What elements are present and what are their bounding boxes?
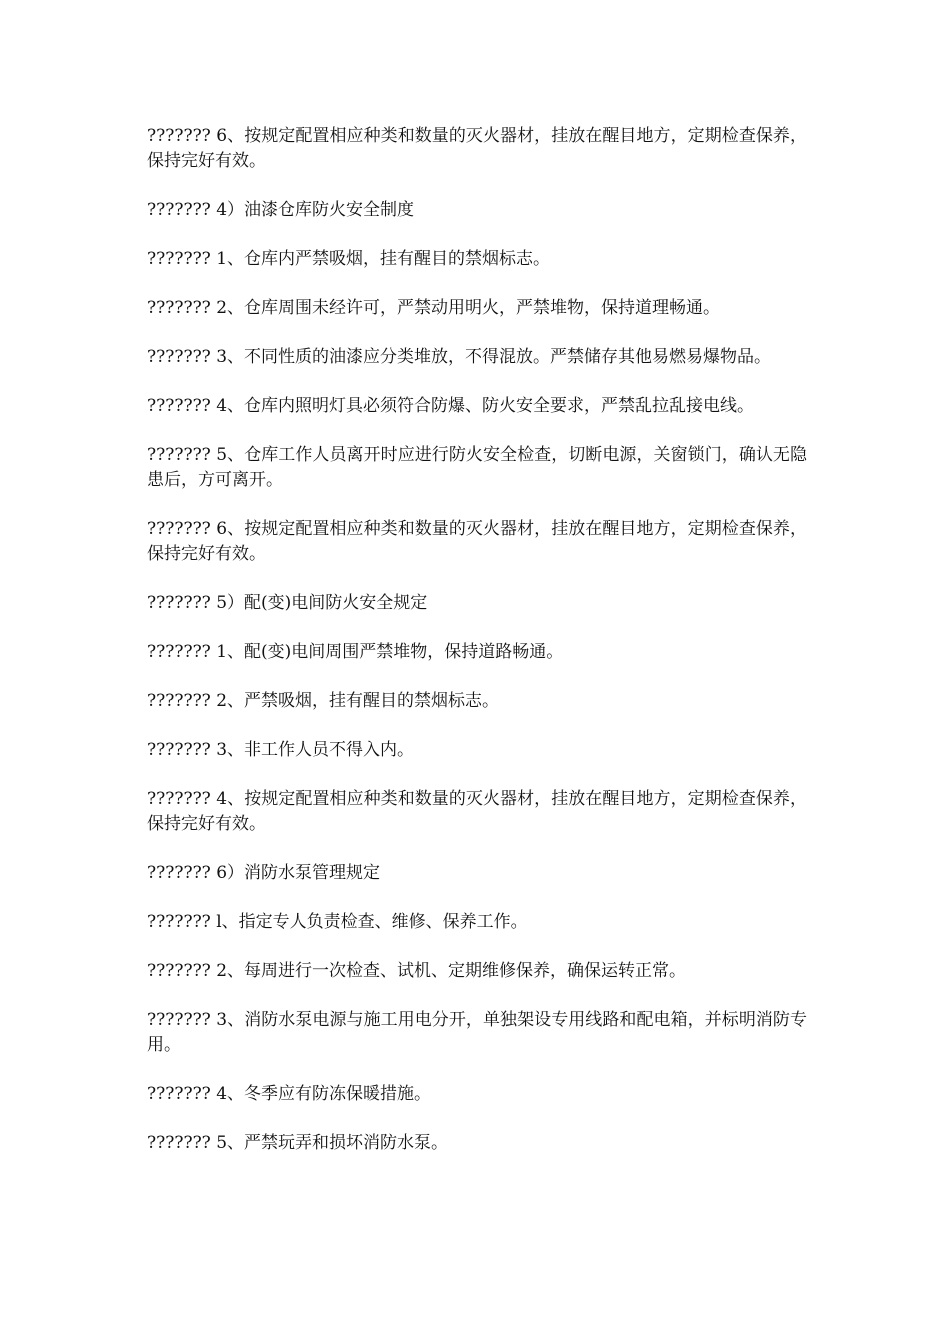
paragraph: ??????? 5、严禁玩弄和损坏消防水泵。 (147, 1133, 449, 1153)
section-heading: ??????? 6）消防水泵管理规定 (147, 863, 381, 883)
paragraph: ??????? 3、非工作人员不得入内。 (147, 740, 415, 760)
paragraph: ??????? 4、冬季应有防冻保暖措施。 (147, 1084, 432, 1104)
section-heading: ??????? 4）油漆仓库防火安全制度 (147, 200, 415, 220)
paragraph: ??????? 2、仓库周围未经许可，严禁动用明火，严禁堆物，保持道理畅通。 (147, 298, 721, 318)
paragraph: ??????? 3、消防水泵电源与施工用电分开，单独架设专用线路和配电箱，并标明消防专用。 (147, 1010, 807, 1055)
paragraph: ??????? 1、仓库内严禁吸烟，挂有醒目的禁烟标志。 (147, 249, 551, 269)
paragraph: ??????? 5、仓库工作人员离开时应进行防火安全检查，切断电源，关窗锁门，确认无隐患后，方可离开。 (147, 445, 807, 490)
document-body (147, 124, 807, 1180)
paragraph: ??????? 6、按规定配置相应种类和数量的灭火器材，挂放在醒目地方，定期检查保养，保持完好有效。 (147, 519, 807, 564)
paragraph: ??????? l、指定专人负责检查、维修、保养工作。 (147, 912, 528, 932)
paragraph: ??????? 6、按规定配置相应种类和数量的灭火器材，挂放在醒目地方，定期检查保养，保持完好有效。 (147, 126, 807, 171)
paragraph: ??????? 3、不同性质的油漆应分类堆放，不得混放。严禁储存其他易燃易爆物品。 (147, 347, 772, 367)
paragraph: ??????? 4、按规定配置相应种类和数量的灭火器材，挂放在醒目地方，定期检查保养，保持完好有效。 (147, 789, 807, 834)
section-heading: ??????? 5）配(变)电间防火安全规定 (147, 593, 428, 613)
paragraph: ??????? 2、每周进行一次检查、试机、定期维修保养，确保运转正常。 (147, 961, 687, 981)
paragraph: ??????? 1、配(变)电间周围严禁堆物，保持道路畅通。 (147, 642, 564, 662)
paragraph: ??????? 4、仓库内照明灯具必须符合防爆、防火安全要求，严禁乱拉乱接电线。 (147, 396, 755, 416)
paragraph: ??????? 2、严禁吸烟，挂有醒目的禁烟标志。 (147, 691, 500, 711)
